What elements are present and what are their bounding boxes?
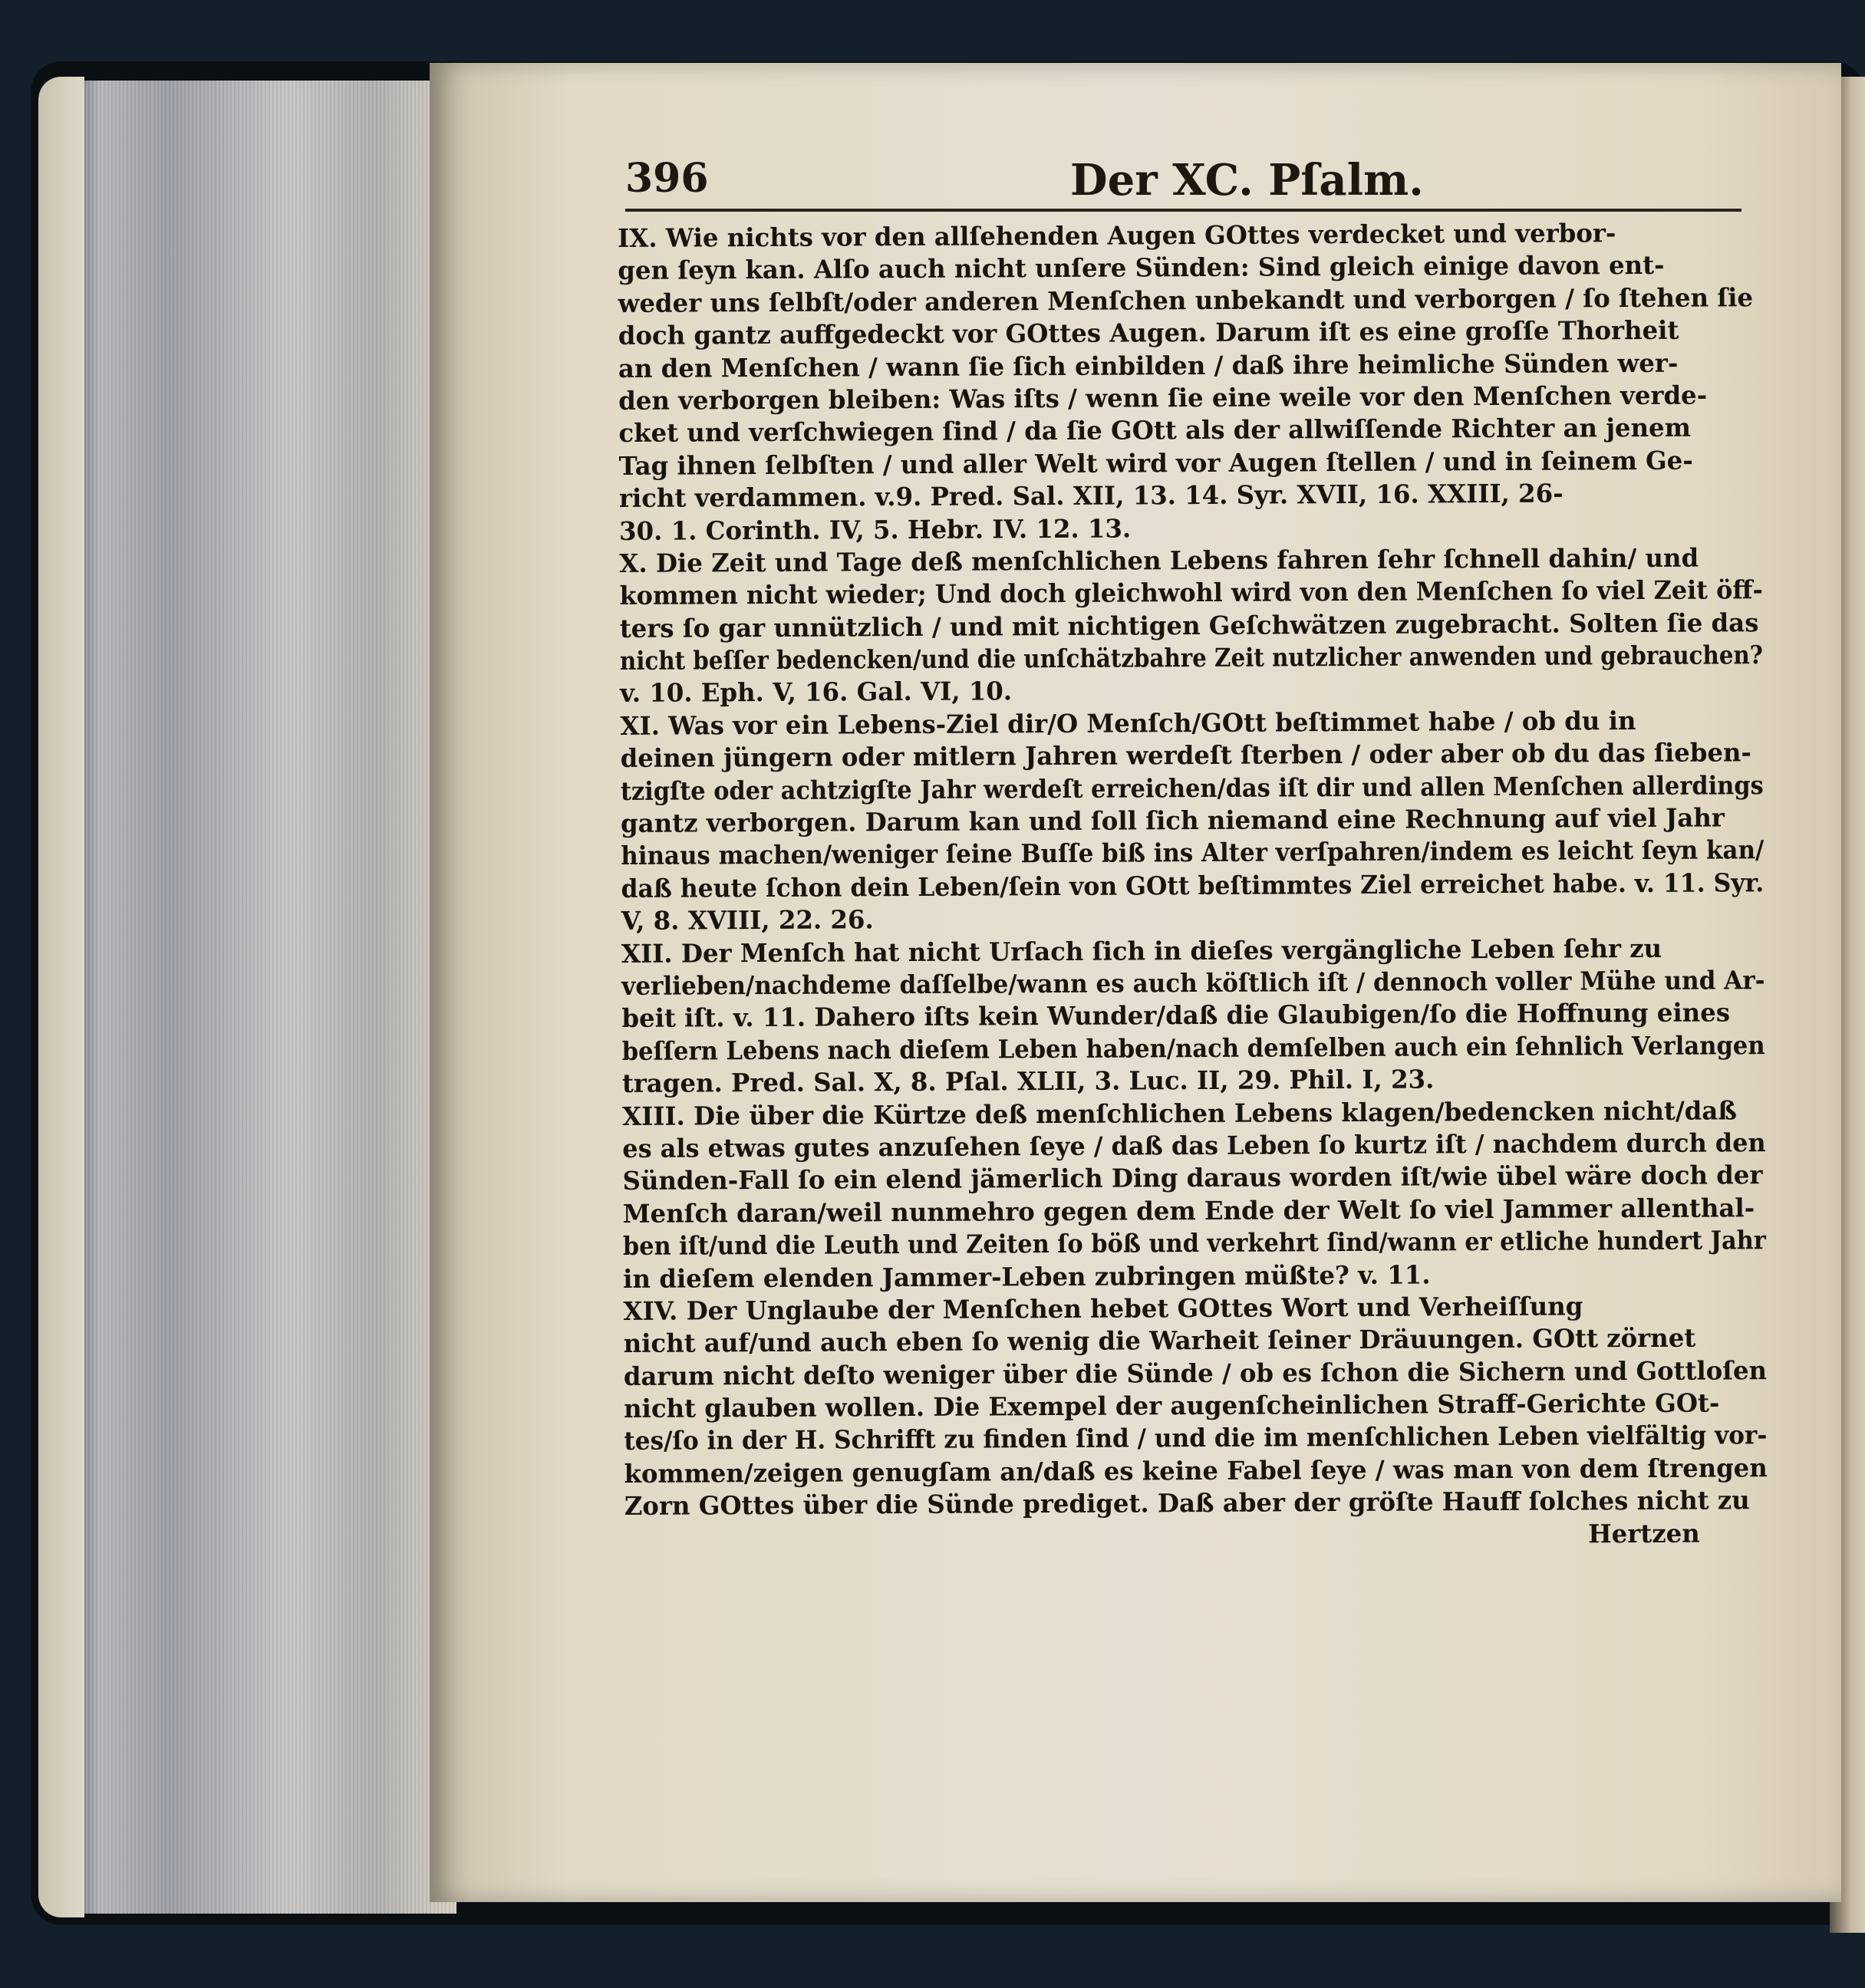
text-line: in dieſem elenden Jammer-Leben zubringen müßte? v. 11.	[623, 1259, 1431, 1294]
text-line: nicht auf/und auch eben ſo wenig die Warheit ſeiner Dräuungen. GOtt zörnet	[623, 1322, 1696, 1359]
page-number: 396	[625, 155, 709, 202]
text-line: Sünden-Fall ſo ein elend jämerlich Ding daraus worden iſt/wie übel wäre doch der	[622, 1160, 1763, 1196]
text-line: kommen nicht wieder; Und doch gleichwohl wird von den Menſchen ſo viel Zeit öff-	[619, 574, 1763, 611]
text-line: tzigſte oder achtzigſte Jahr werdeſt erreichen/das iſt dir und allen Menſchen allerdings	[620, 769, 1764, 806]
text-line: Menſch daran/weil nunmehro gegen dem Ende der Welt ſo viel Jammer allenthal-	[622, 1192, 1755, 1229]
text-line: beſſern Lebens nach dieſem Leben haben/nach demſelben auch ein ſehnlich Verlangen	[621, 1029, 1765, 1066]
book-cover-edge	[38, 77, 84, 1917]
text-line: tes/ſo in der H. Schrifft zu finden ſind / und die im menſchlichen Leben vielfältig vor-	[624, 1420, 1768, 1456]
text-line: ters ſo gar unnützlich / und mit nichtigen Geſchwätzen zugebracht. Solten ſie das	[619, 607, 1759, 643]
text-line: Tag ihnen ſelbſten / und aller Welt wird vor Augen ſtellen / und in ſeinem Ge-	[618, 445, 1693, 481]
text-line: gantz verborgen. Darum kan und ſoll ſich niemand eine Rechnung auf viel Jahr	[621, 802, 1725, 839]
text-line: tragen. Pred. Sal. X, 8. Pſal. XLII, 3. Luc. II, 29. Phil. I, 23.	[621, 1064, 1435, 1099]
text-line: nicht beſſer bedencken/und die unſchätzbahre Zeit nutzlicher anwenden und gebrauchen?	[619, 640, 1764, 676]
page-header	[625, 153, 1741, 207]
text-line: XI. Was vor ein Lebens-Ziel dir/O Menſch/GOtt beſtimmet habe / ob du in	[620, 705, 1636, 741]
text-line: richt verdammen. v.9. Pred. Sal. XII, 13. 14. Syr. XVII, 16. XXIII, 26-	[618, 478, 1564, 514]
text-line: an den Menſchen / wann ſie ſich einbilden / daß ihre heimliche Sünden wer-	[618, 347, 1679, 383]
page-body-text	[618, 216, 1791, 1555]
text-line: nicht glauben wollen. Die Exempel der augenſcheinlichen Straff-Gerichte GOt-	[623, 1387, 1720, 1424]
text-line: beit iſt. v. 11. Dahero iſts kein Wunder/daß die Glaubigen/ſo die Hoffnung eines	[621, 997, 1731, 1034]
text-line: weder uns ſelbſt/oder anderen Menſchen unbekandt und verborgen / ſo ſtehen ſie	[618, 282, 1754, 318]
catchword: Hertzen	[1588, 1518, 1700, 1549]
text-line: XIII. Die über die Kürtze deß menſchlichen Lebens klagen/bedencken nicht/daß	[621, 1094, 1737, 1131]
text-line: kommen/zeigen genugſam an/daß es keine Fabel ſeye / was man von dem ſtrengen	[624, 1453, 1768, 1489]
text-line: deinen jüngern oder mitlern Jahren werdeſt ſterben / oder aber ob du das ſieben-	[620, 737, 1752, 774]
text-line: IX. Wie nichts vor den allſehenden Augen GOttes verdecket und verbor-	[618, 218, 1616, 253]
text-line: Zorn GOttes über die Sünde prediget. Daß aber der gröſte Hauff ſolches nicht zu	[624, 1485, 1750, 1522]
text-line: v. 10. Eph. V, 16. Gal. VI, 10.	[620, 676, 1013, 709]
page-block-edges	[42, 81, 456, 1914]
text-line: 30. 1. Corinth. IV, 5. Hebr. IV. 12. 13.	[619, 513, 1132, 546]
text-line: daß heute ſchon dein Leben/ſein von GOtt beſtimmtes Ziel erreichet habe. v. 11. Syr.	[621, 867, 1765, 903]
text-line: X. Die Zeit und Tage deß menſchlichen Lebens fahren ſehr ſchnell dahin/ und	[619, 542, 1699, 578]
text-line: es als etwas gutes anzuſehen ſeye / daß das Leben ſo kurtz iſt / nachdem durch den	[622, 1127, 1766, 1164]
running-title: Der XC. Pſalm.	[1070, 155, 1424, 206]
header-rule	[625, 209, 1741, 212]
text-line: XIV. Der Unglaube der Menſchen hebet GOttes Wort und Verheiſſung	[623, 1291, 1583, 1326]
text-line: verlieben/nachdeme daſſelbe/wann es auch köſtlich iſt / dennoch voller Mühe und Ar-	[621, 965, 1765, 1001]
text-line: doch gantz auffgedeckt vor GOttes Augen. Darum iſt es eine groſſe Thorheit	[618, 314, 1679, 351]
text-line: gen ſeyn kan. Alſo auch nicht unſere Sünden: Sind gleich einige davon ent-	[618, 250, 1665, 286]
text-line: hinaus machen/weniger ſeine Buſſe biß ins Alter verſpahren/indem es leicht ſeyn kan/	[621, 834, 1765, 871]
text-line: XII. Der Menſch hat nicht Urſach ſich in dieſes vergängliche Leben ſehr zu	[621, 933, 1662, 969]
text-line: cket und verſchwiegen ſind / da ſie GOtt als der allwiſſende Richter an jenem	[618, 413, 1691, 449]
text-line: den verborgen bleiben: Was iſts / wenn ſie eine weile vor den Menſchen verde-	[618, 380, 1708, 416]
text-line: V, 8. XVIII, 22. 26.	[621, 904, 874, 936]
text-line: darum nicht deſto weniger über die Sünde / ob es ſchon die Sichern und Gottloſen	[623, 1354, 1768, 1391]
text-line: ben iſt/und die Leuth und Zeiten ſo böß und verkehrt ſind/wann er etliche hundert Jahr	[622, 1225, 1766, 1262]
